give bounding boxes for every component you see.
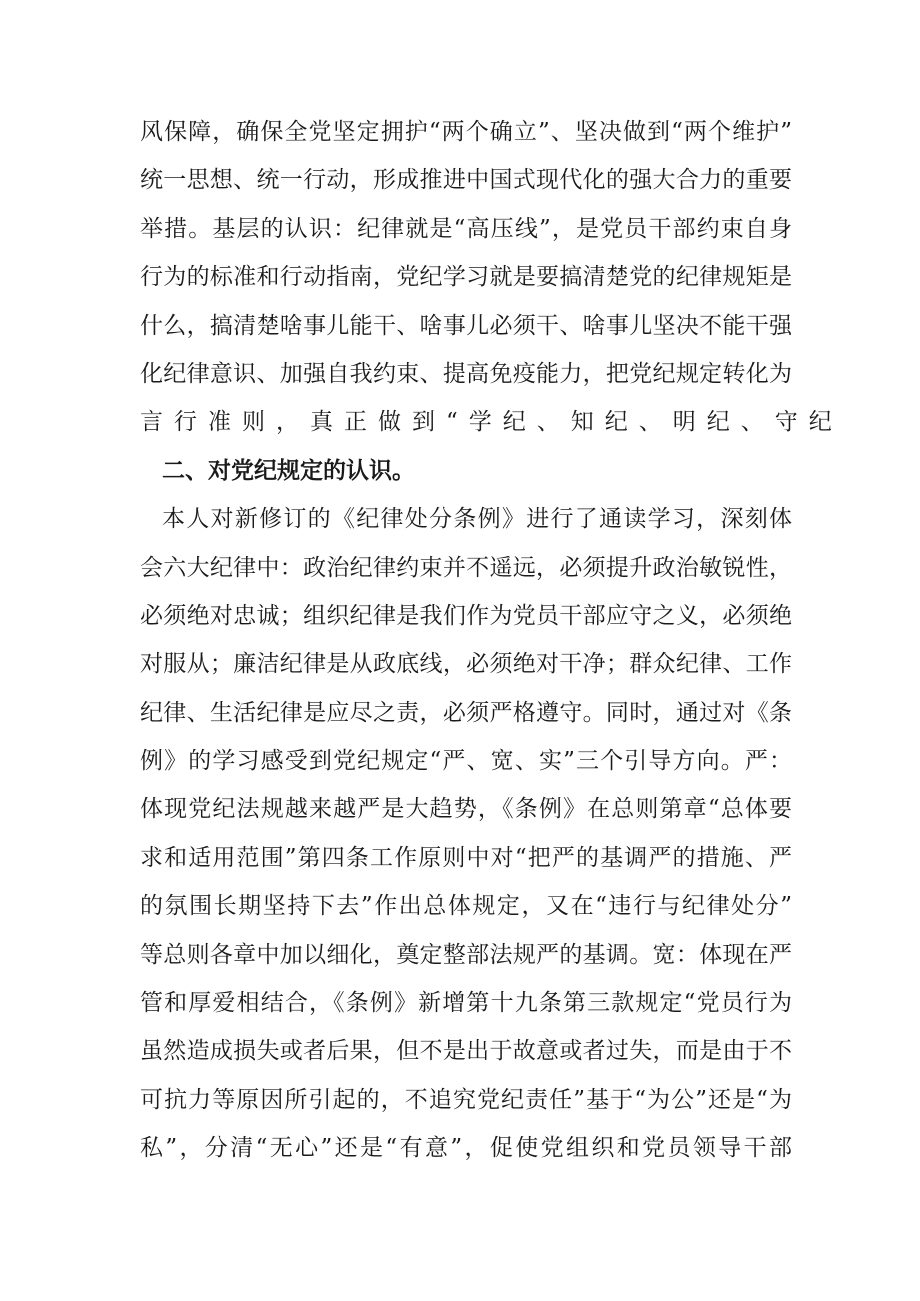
text-line: 行为的标准和行动指南，党纪学习就是要搞清楚党的纪律规矩是 bbox=[140, 264, 792, 291]
text-line: 风保障，确保全党坚定拥护“两个确立”、坚决做到“两个维护” bbox=[140, 119, 792, 145]
text-line: 会六大纪律中：政治纪律约束并不遥远，必须提升政治敏锐性， bbox=[140, 554, 792, 581]
section-heading: 二、对党纪规定的认识。 bbox=[162, 457, 415, 484]
text-line: 的氛围长期坚持下去”作出总体规定，又在“违行与纪律处分” bbox=[140, 893, 792, 920]
text-line: 化纪律意识、加强自我约束、提高免疫能力，把党纪规定转化为 bbox=[140, 360, 792, 387]
text-line: 本人对新修订的《纪律处分条例》进行了通读学习，深刻体 bbox=[162, 506, 792, 533]
text-line: 对服从；廉洁纪律是从政底线，必须绝对干净；群众纪律、工作 bbox=[140, 651, 792, 678]
text-line: 体现党纪法规越来越严是大趋势，《条例》在总则第章“总体要 bbox=[140, 796, 792, 823]
text-line: 言行准则，真正做到“学纪、知纪、明纪、守纪 bbox=[140, 409, 843, 436]
text-line: 等总则各章中加以细化，奠定整部法规严的基调。宽：体现在严 bbox=[140, 941, 792, 968]
text-line: 求和适用范围”第四条工作原则中对“把严的基调严的措施、严 bbox=[140, 844, 792, 871]
text-line: 统一思想、统一行动，形成推进中国式现代化的强大合力的重要 bbox=[140, 167, 792, 194]
text-line: 什么，搞清楚啥事儿能干、啥事儿必须干、啥事儿坚决不能干强 bbox=[140, 312, 792, 339]
paragraph-1 bbox=[140, 108, 843, 447]
paragraph-2 bbox=[140, 495, 792, 1172]
document-page bbox=[140, 108, 843, 1173]
text-line: 纪律、生活纪律是应尽之责，必须严格遵守。同时，通过对《条 bbox=[140, 699, 792, 726]
text-line: 可抗力等原因所引起的，不追究党纪责任”基于“为公”还是“为 bbox=[140, 1086, 792, 1113]
text-line: 私”，分清“无心”还是“有意”，促使党组织和党员领导干部 bbox=[140, 1135, 792, 1162]
text-line: 例》的学习感受到党纪规定“严、宽、实”三个引导方向。严： bbox=[140, 748, 792, 775]
text-line: 管和厚爱相结合，《条例》新增第十九条第三款规定“党员行为 bbox=[140, 990, 792, 1017]
text-line: 举措。基层的认识：纪律就是“高压线”，是党员干部约束自身 bbox=[140, 215, 792, 242]
text-line: 必须绝对忠诚；组织纪律是我们作为党员干部应守之义，必须绝 bbox=[140, 602, 792, 629]
text-line: 虽然造成损失或者后果，但不是出于故意或者过失，而是由于不 bbox=[140, 1038, 792, 1065]
